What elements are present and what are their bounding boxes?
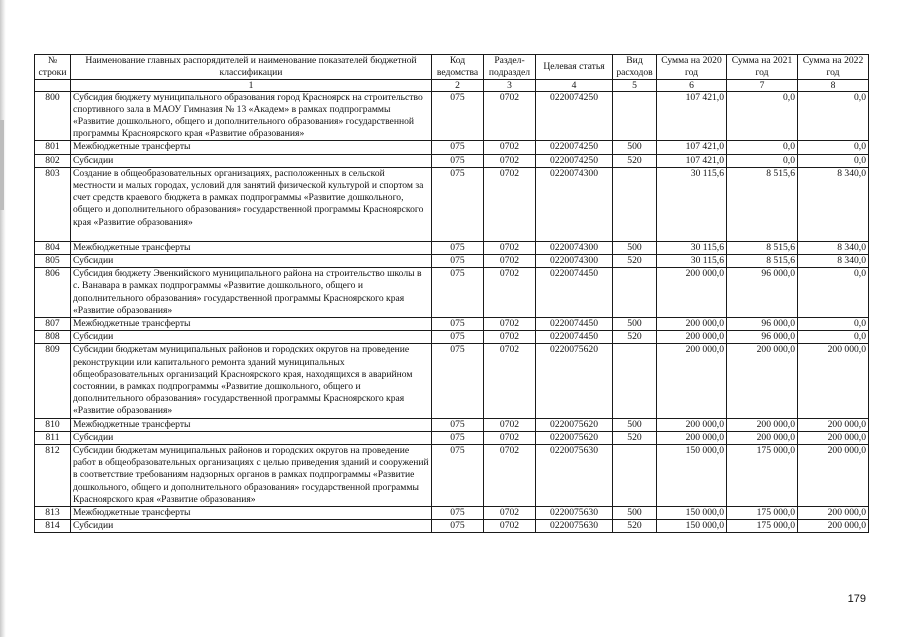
department-code: 075 — [432, 141, 484, 154]
row-name: Субсидии бюджетам муниципальных районов и городских округов на проведение работ в общеобразовательных организациях с целью приведения зданий и сооружений в соответствие требованиям надзорных органов в рамках подпрограммы «Развитие дошкольного, общего и дополнительного образования» государственной программы Красноярского края «Развитие образования» — [71, 445, 432, 507]
header-sum-2022: Сумма на 2022 год — [798, 55, 869, 80]
expense-type: 520 — [613, 431, 657, 444]
table-row — [35, 431, 869, 444]
sum-2021: 0,0 — [727, 91, 798, 141]
table-header — [35, 55, 869, 92]
row-name: Межбюджетные трансферты — [71, 318, 432, 331]
sum-2021: 175 000,0 — [727, 445, 798, 507]
sum-2022: 8 340,0 — [798, 241, 869, 254]
section-code: 0702 — [484, 154, 536, 167]
row-name: Межбюджетные трансферты — [71, 241, 432, 254]
sum-2022: 0,0 — [798, 91, 869, 141]
target-article: 0220074450 — [536, 318, 613, 331]
expense-type: 500 — [613, 318, 657, 331]
sum-2022: 200 000,0 — [798, 431, 869, 444]
sum-2020: 200 000,0 — [657, 344, 727, 418]
row-number: 805 — [35, 255, 71, 268]
expense-type: 500 — [613, 241, 657, 254]
table-row — [35, 445, 869, 507]
row-name: Субсидия бюджету Эвенкийского муниципального района на строительство школы в с. Ванавара в рамках подпрограммы «Развитие дошкольного, общего и дополнительного образования» государственной программы Красноярского края «Развитие образования» — [71, 268, 432, 318]
sum-2022: 0,0 — [798, 268, 869, 318]
sum-2022: 0,0 — [798, 141, 869, 154]
column-number — [35, 79, 71, 91]
table-row — [35, 318, 869, 331]
row-name: Субсидии — [71, 255, 432, 268]
column-number: 1 — [71, 79, 432, 91]
row-number: 801 — [35, 141, 71, 154]
sum-2021: 0,0 — [727, 141, 798, 154]
expense-type: 520 — [613, 331, 657, 344]
department-code: 075 — [432, 507, 484, 520]
sum-2021: 8 515,6 — [727, 167, 798, 241]
department-code: 075 — [432, 241, 484, 254]
target-article: 0220075630 — [536, 507, 613, 520]
table-row — [35, 507, 869, 520]
sum-2020: 150 000,0 — [657, 445, 727, 507]
column-number-row — [35, 79, 869, 91]
target-article: 0220074450 — [536, 268, 613, 318]
header-sum-2021: Сумма на 2021 год — [727, 55, 798, 80]
expense-type: 520 — [613, 520, 657, 533]
sum-2021: 96 000,0 — [727, 318, 798, 331]
row-number: 802 — [35, 154, 71, 167]
expense-type — [613, 167, 657, 241]
sum-2020: 30 115,6 — [657, 241, 727, 254]
row-number: 810 — [35, 418, 71, 431]
target-article: 0220074300 — [536, 255, 613, 268]
expense-type: 520 — [613, 154, 657, 167]
expense-type: 500 — [613, 418, 657, 431]
target-article: 0220074300 — [536, 241, 613, 254]
sum-2020: 150 000,0 — [657, 507, 727, 520]
sum-2020: 150 000,0 — [657, 520, 727, 533]
section-code: 0702 — [484, 318, 536, 331]
budget-table — [34, 54, 869, 533]
header-row-number: № строки — [35, 55, 71, 80]
row-number: 812 — [35, 445, 71, 507]
sum-2020: 107 421,0 — [657, 141, 727, 154]
target-article: 0220075620 — [536, 418, 613, 431]
row-number: 811 — [35, 431, 71, 444]
section-code: 0702 — [484, 268, 536, 318]
sum-2022: 200 000,0 — [798, 344, 869, 418]
row-number: 807 — [35, 318, 71, 331]
target-article: 0220074250 — [536, 91, 613, 141]
table-row — [35, 91, 869, 141]
row-name: Межбюджетные трансферты — [71, 418, 432, 431]
department-code: 075 — [432, 431, 484, 444]
table-row — [35, 520, 869, 533]
scan-edge-shadow — [0, 0, 6, 637]
sum-2020: 200 000,0 — [657, 431, 727, 444]
target-article: 0220075630 — [536, 445, 613, 507]
section-code: 0702 — [484, 520, 536, 533]
section-code: 0702 — [484, 331, 536, 344]
section-code: 0702 — [484, 141, 536, 154]
target-article: 0220074250 — [536, 141, 613, 154]
department-code: 075 — [432, 167, 484, 241]
target-article: 0220075620 — [536, 431, 613, 444]
table-row — [35, 255, 869, 268]
table-row — [35, 344, 869, 418]
row-name: Субсидии — [71, 331, 432, 344]
row-number: 809 — [35, 344, 71, 418]
row-name: Субсидии — [71, 520, 432, 533]
table-row — [35, 141, 869, 154]
table-row — [35, 331, 869, 344]
sum-2021: 96 000,0 — [727, 268, 798, 318]
sum-2021: 200 000,0 — [727, 344, 798, 418]
table-row — [35, 167, 869, 241]
sum-2021: 96 000,0 — [727, 331, 798, 344]
department-code: 075 — [432, 318, 484, 331]
expense-type: 500 — [613, 141, 657, 154]
header-target-article: Целевая статья — [536, 55, 613, 80]
row-name: Субсидии — [71, 154, 432, 167]
department-code: 075 — [432, 255, 484, 268]
sum-2021: 8 515,6 — [727, 241, 798, 254]
column-number: 5 — [613, 79, 657, 91]
department-code: 075 — [432, 344, 484, 418]
column-number: 8 — [798, 79, 869, 91]
row-number: 806 — [35, 268, 71, 318]
section-code: 0702 — [484, 445, 536, 507]
section-code: 0702 — [484, 255, 536, 268]
row-name: Межбюджетные трансферты — [71, 141, 432, 154]
column-number: 7 — [727, 79, 798, 91]
department-code: 075 — [432, 154, 484, 167]
expense-type — [613, 91, 657, 141]
header-section: Раздел-подраздел — [484, 55, 536, 80]
expense-type: 500 — [613, 507, 657, 520]
column-number: 3 — [484, 79, 536, 91]
row-name: Субсидии бюджетам муниципальных районов и городских округов на проведение реконструкции или капитального ремонта зданий муниципальных общеобразовательных организаций Красноярского края, находящихся в аварийном состоянии, в рамках подпрограммы «Развитие дошкольного, общего и дополнительного образования» государственной программы Красноярского края «Развитие образования» — [71, 344, 432, 418]
department-code: 075 — [432, 331, 484, 344]
section-code: 0702 — [484, 167, 536, 241]
department-code: 075 — [432, 520, 484, 533]
sum-2020: 200 000,0 — [657, 318, 727, 331]
row-number: 814 — [35, 520, 71, 533]
row-number: 813 — [35, 507, 71, 520]
sum-2021: 200 000,0 — [727, 418, 798, 431]
sum-2021: 175 000,0 — [727, 507, 798, 520]
header-department-code: Код ведомства — [432, 55, 484, 80]
row-number: 803 — [35, 167, 71, 241]
target-article: 0220075620 — [536, 344, 613, 418]
sum-2020: 107 421,0 — [657, 154, 727, 167]
column-number: 2 — [432, 79, 484, 91]
section-code: 0702 — [484, 241, 536, 254]
binding-mark — [0, 120, 4, 210]
sum-2020: 200 000,0 — [657, 331, 727, 344]
department-code: 075 — [432, 91, 484, 141]
expense-type: 520 — [613, 255, 657, 268]
department-code: 075 — [432, 445, 484, 507]
sum-2022: 0,0 — [798, 318, 869, 331]
header-expense-type: Вид расходов — [613, 55, 657, 80]
row-number: 800 — [35, 91, 71, 141]
header-row — [35, 55, 869, 80]
sum-2021: 200 000,0 — [727, 431, 798, 444]
page-number: 179 — [847, 593, 866, 605]
table-row — [35, 418, 869, 431]
sum-2020: 30 115,6 — [657, 255, 727, 268]
row-name: Субсидия бюджету муниципального образования город Красноярск на строительство спортивного зала в МАОУ Гимназия № 13 «Академ» в рамках подпрограммы «Развитие дошкольного, общего и дополнительного образования» государственной программы Красноярского края «Развитие образования» — [71, 91, 432, 141]
section-code: 0702 — [484, 344, 536, 418]
target-article: 0220075630 — [536, 520, 613, 533]
sum-2022: 200 000,0 — [798, 418, 869, 431]
section-code: 0702 — [484, 418, 536, 431]
section-code: 0702 — [484, 507, 536, 520]
sum-2022: 8 340,0 — [798, 255, 869, 268]
row-name: Создание в общеобразовательных организациях, расположенных в сельской местности и малых городах, условий для занятий физической культурой и спортом за счет средств краевого бюджета в рамках подпрограммы «Развитие дошкольного, общего и дополнительного образования» государственной программы Красноярского края «Развитие образования» — [71, 167, 432, 241]
target-article: 0220074250 — [536, 154, 613, 167]
expense-type — [613, 344, 657, 418]
header-sum-2020: Сумма на 2020 год — [657, 55, 727, 80]
row-name: Субсидии — [71, 431, 432, 444]
sum-2021: 8 515,6 — [727, 255, 798, 268]
section-code: 0702 — [484, 431, 536, 444]
header-name: Наименование главных распорядителей и наименование показателей бюджетной классификации — [71, 55, 432, 80]
table-row — [35, 241, 869, 254]
table-body — [35, 91, 869, 533]
sum-2020: 200 000,0 — [657, 418, 727, 431]
row-number: 804 — [35, 241, 71, 254]
department-code: 075 — [432, 418, 484, 431]
sum-2022: 200 000,0 — [798, 507, 869, 520]
expense-type — [613, 445, 657, 507]
column-number: 6 — [657, 79, 727, 91]
row-number: 808 — [35, 331, 71, 344]
target-article: 0220074300 — [536, 167, 613, 241]
column-number: 4 — [536, 79, 613, 91]
table-row — [35, 154, 869, 167]
sum-2021: 0,0 — [727, 154, 798, 167]
row-name: Межбюджетные трансферты — [71, 507, 432, 520]
sum-2022: 200 000,0 — [798, 445, 869, 507]
sum-2020: 30 115,6 — [657, 167, 727, 241]
sum-2020: 200 000,0 — [657, 268, 727, 318]
department-code: 075 — [432, 268, 484, 318]
sum-2022: 0,0 — [798, 331, 869, 344]
sum-2021: 175 000,0 — [727, 520, 798, 533]
sum-2020: 107 421,0 — [657, 91, 727, 141]
expense-type — [613, 268, 657, 318]
section-code: 0702 — [484, 91, 536, 141]
table-row — [35, 268, 869, 318]
sum-2022: 0,0 — [798, 154, 869, 167]
target-article: 0220074450 — [536, 331, 613, 344]
sum-2022: 200 000,0 — [798, 520, 869, 533]
sum-2022: 8 340,0 — [798, 167, 869, 241]
